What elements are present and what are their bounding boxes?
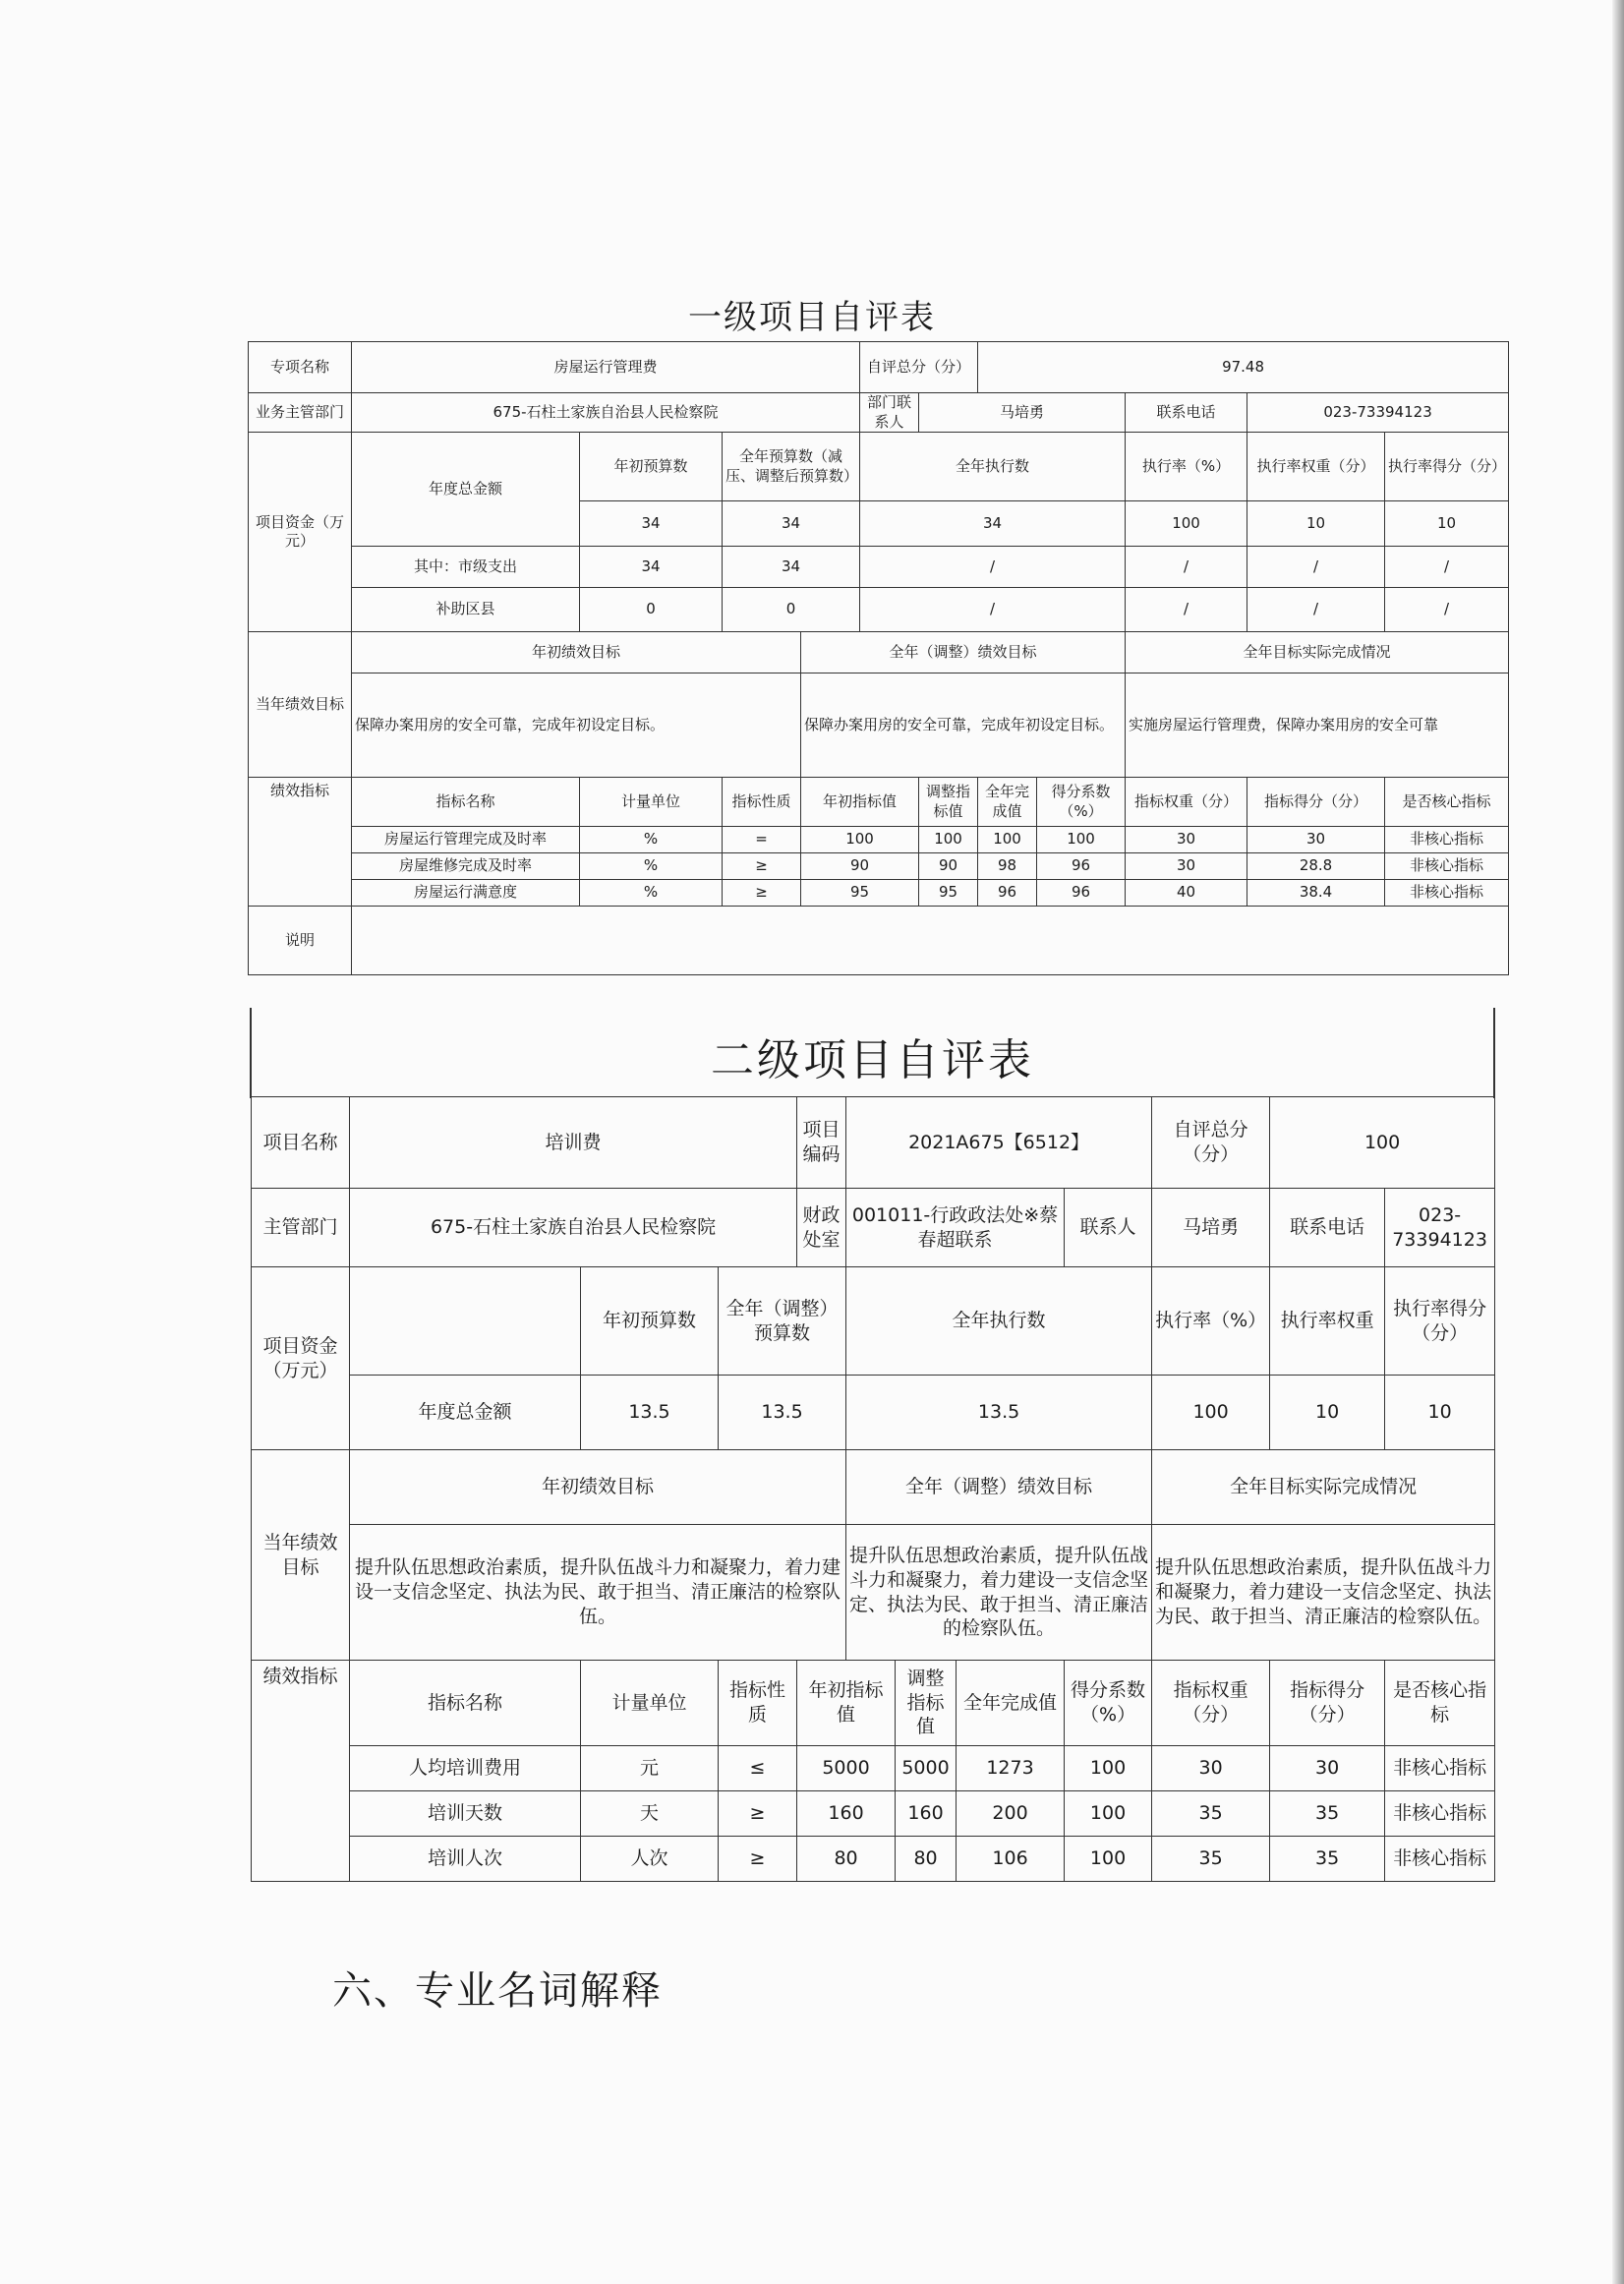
t1-indicator-cell: 30 [1126,853,1247,880]
t2-indicator-cell: 35 [1152,1791,1270,1837]
t2-indicator-header: 全年完成值 [957,1661,1065,1746]
t1-fund-value: / [1385,547,1509,588]
t2-indicator-cell: 天 [581,1791,719,1837]
t1-indicator-cell: 98 [978,853,1037,880]
t1-indicator-cell: 非核心指标 [1385,827,1509,853]
t2-indicator-cell: 培训天数 [350,1791,581,1837]
t2-label-self-score: 自评总分（分） [1152,1097,1270,1189]
t1-indicator-cell: % [580,853,723,880]
t2-label-funds: 项目资金（万元） [252,1267,350,1450]
t1-fund-header: 年初预算数 [580,433,723,501]
t2-fund-header: 执行率得分（分） [1385,1267,1495,1376]
t1-indicator-header: 指标名称 [352,778,580,827]
t1-indicator-cell: 房屋运行管理完成及时率 [352,827,580,853]
t1-label-annual-total: 年度总金额 [352,433,580,547]
t1-indicator-cell: 30 [1126,827,1247,853]
t2-label-goal: 当年绩效目标 [252,1450,350,1661]
table-row [252,1746,1495,1791]
t1-indicator-cell: ≥ [723,853,801,880]
t2-indicator-cell: 35 [1152,1837,1270,1882]
t1-indicator-header: 计量单位 [580,778,723,827]
table-row [249,880,1509,907]
t2-dept: 675-石柱土家族自治县人民检察院 [350,1189,797,1267]
t2-indicator-header: 调整指标值 [896,1661,957,1746]
t1-goal: 实施房屋运行管理费，保障办案用房的安全可靠 [1126,673,1509,778]
t1-goal: 保障办案用房的安全可靠，完成年初设定目标。 [801,673,1126,778]
t1-indicator-header: 指标性质 [723,778,801,827]
t2-indicator-cell: 人均培训费用 [350,1746,581,1791]
t1-fund-value: / [1247,588,1385,632]
t1-indicator-cell: 90 [801,853,919,880]
t1-indicator-cell: 95 [919,880,978,907]
t1-indicator-cell: 96 [1037,853,1126,880]
t1-indicator-header: 全年完成值 [978,778,1037,827]
t1-label-goal: 当年绩效目标 [249,632,352,778]
t1-indicator-cell: 非核心指标 [1385,880,1509,907]
t2-goal: 提升队伍思想政治素质，提升队伍战斗力和凝聚力，着力建设一支信念坚定、执法为民、敢于担当、清正廉洁的检察队伍。 [1152,1525,1495,1661]
t1-indicator-cell: 100 [978,827,1037,853]
t2-indicator-cell: 200 [957,1791,1065,1837]
t1-fund-value: 34 [580,547,723,588]
t2-project-name: 培训费 [350,1097,797,1189]
t1-label-city: 其中：市级支出 [352,547,580,588]
t1-indicator-header: 调整指标值 [919,778,978,827]
t1-indicator-header: 得分系数（%） [1037,778,1126,827]
t1-row-subsidy [249,588,1509,632]
t1-indicator-cell: 96 [1037,880,1126,907]
t2-indicator-cell: ≥ [719,1837,797,1882]
t2-indicator-cell: 非核心指标 [1385,1746,1495,1791]
table1-title: 一级项目自评表 [688,298,936,337]
t2-row-dept [252,1189,1495,1267]
t1-label-project-name: 专项名称 [249,342,352,393]
t1-project-name: 房屋运行管理费 [352,342,860,393]
t1-indicator-cell: 房屋运行满意度 [352,880,580,907]
t1-row-project [249,342,1509,393]
t2-indicator-header: 指标名称 [350,1661,581,1746]
t1-fund-value: 0 [723,588,860,632]
t1-fund-header: 执行率（%） [1126,433,1247,501]
t2-indicator-cell: 30 [1270,1746,1385,1791]
t1-indicator-cell: 90 [919,853,978,880]
t1-indicator-header: 是否核心指标 [1385,778,1509,827]
t2-indicator-header: 计量单位 [581,1661,719,1746]
t1-fund-header: 执行率得分（分） [1385,433,1509,501]
t2-label-dept: 主管部门 [252,1189,350,1267]
t1-goal-header: 年初绩效目标 [352,632,801,673]
t1-fund-value: / [860,547,1126,588]
t1-indicator-header: 指标得分（分） [1247,778,1385,827]
t2-goal: 提升队伍思想政治素质，提升队伍战斗力和凝聚力，着力建设一支信念坚定、执法为民、敢于担当、清正廉洁的检察队伍。 [846,1525,1152,1661]
t1-row-note [249,907,1509,975]
t2-fund-blank [350,1267,581,1376]
t2-fund-header: 年初预算数 [581,1267,719,1376]
t1-label-note: 说明 [249,907,352,975]
t1-row-dept [249,393,1509,433]
t1-row-goals [249,673,1509,778]
t2-indicator-cell: ≥ [719,1791,797,1837]
t2-indicator-cell: 35 [1270,1837,1385,1882]
t1-indicator-cell: 96 [978,880,1037,907]
t2-label-annual-total: 年度总金额 [350,1376,581,1450]
t2-goal-header: 全年（调整）绩效目标 [846,1450,1152,1525]
t2-indicator-cell: 元 [581,1746,719,1791]
t1-label-dept: 业务主管部门 [249,393,352,433]
table-row [252,1837,1495,1882]
t1-indicator-cell: % [580,880,723,907]
t1-row-city [249,547,1509,588]
t1-fund-header: 全年执行数 [860,433,1126,501]
t2-phone: 023-73394123 [1385,1189,1495,1267]
table-row [249,853,1509,880]
t2-indicator-header: 指标权重（分） [1152,1661,1270,1746]
t1-indicator-cell: 95 [801,880,919,907]
t2-project-code: 2021A675【6512】 [846,1097,1152,1189]
t2-indicator-cell: 1273 [957,1746,1065,1791]
t1-label-contact-person: 部门联系人 [860,393,919,433]
t1-phone: 023-73394123 [1247,393,1509,433]
t1-indicator-cell: 30 [1247,827,1385,853]
t1-row-fund-headers [249,433,1509,501]
t2-indicator-cell: ≤ [719,1746,797,1791]
t2-indicator-cell: 培训人次 [350,1837,581,1882]
t2-indicator-cell: 100 [1065,1837,1152,1882]
t1-fund-value: / [1385,588,1509,632]
t1-fund-value: / [1126,588,1247,632]
t1-indicator-cell: 房屋维修完成及时率 [352,853,580,880]
t2-indicator-cell: 5000 [896,1746,957,1791]
t2-row-project [252,1097,1495,1189]
t1-fund-value: / [1126,547,1247,588]
t2-indicator-cell: 106 [957,1837,1065,1882]
t2-row-fund-headers [252,1267,1495,1376]
t2-label-contact: 联系人 [1065,1189,1152,1267]
t2-contact: 马培勇 [1152,1189,1270,1267]
t2-indicator-cell: 30 [1152,1746,1270,1791]
t1-goal-header: 全年（调整）绩效目标 [801,632,1126,673]
t2-indicator-cell: 100 [1065,1791,1152,1837]
t1-indicator-cell: = [723,827,801,853]
t2-indicator-cell: 80 [896,1837,957,1882]
t1-indicator-cell: 100 [801,827,919,853]
t1-dept: 675-石柱土家族自治县人民检察院 [352,393,860,433]
t1-label-phone: 联系电话 [1126,393,1247,433]
t1-fund-value: 10 [1247,501,1385,547]
table-row [249,827,1509,853]
t2-indicator-cell: 80 [797,1837,896,1882]
t2-indicator-cell: 160 [896,1791,957,1837]
t2-label-project-name: 项目名称 [252,1097,350,1189]
t1-note [352,907,1509,975]
t2-fund-value: 13.5 [581,1376,719,1450]
t2-fund-header: 执行率权重 [1270,1267,1385,1376]
table1 [248,341,1509,975]
t2-self-score: 100 [1270,1097,1495,1189]
t1-indicator-cell: 40 [1126,880,1247,907]
t2-fund-value: 100 [1152,1376,1270,1450]
t2-indicator-cell: 5000 [797,1746,896,1791]
t2-indicator-header: 得分系数（%） [1065,1661,1152,1746]
t2-indicator-cell: 人次 [581,1837,719,1882]
t2-goal-header: 全年目标实际完成情况 [1152,1450,1495,1525]
t1-indicator-cell: 非核心指标 [1385,853,1509,880]
t1-fund-value: 100 [1126,501,1247,547]
t1-indicator-cell: % [580,827,723,853]
table2 [251,1096,1495,1882]
t2-finance: 001011-行政政法处※蔡春超联系 [846,1189,1065,1267]
t1-indicator-header: 指标权重（分） [1126,778,1247,827]
table-row [252,1791,1495,1837]
t2-indicator-header: 是否核心指标 [1385,1661,1495,1746]
t1-row-indicator-headers [249,778,1509,827]
t2-label-project-code: 项目编码 [797,1097,846,1189]
t2-fund-header: 全年执行数 [846,1267,1152,1376]
t2-label-indicators: 绩效指标 [252,1661,350,1882]
t1-fund-value: 10 [1385,501,1509,547]
t2-goal: 提升队伍思想政治素质，提升队伍战斗力和凝聚力，着力建设一支信念坚定、执法为民、敢于担当、清正廉洁的检察队伍。 [350,1525,846,1661]
section-heading: 六、专业名词解释 [332,1968,663,2014]
t1-self-score: 97.48 [978,342,1509,393]
t2-indicator-cell: 100 [1065,1746,1152,1791]
t2-indicator-cell: 非核心指标 [1385,1791,1495,1837]
t1-label-indicators: 绩效指标 [249,778,352,907]
t2-row-indicator-headers [252,1661,1495,1746]
t1-fund-value: 34 [860,501,1126,547]
t2-row-goal-headers [252,1450,1495,1525]
t2-row-goals [252,1525,1495,1661]
scan-edge [1612,0,1624,2284]
t1-indicator-cell: 100 [1037,827,1126,853]
t2-row-annual-total [252,1376,1495,1450]
t2-label-phone: 联系电话 [1270,1189,1385,1267]
t1-goal: 保障办案用房的安全可靠，完成年初设定目标。 [352,673,801,778]
t2-indicator-header: 年初指标值 [797,1661,896,1746]
t1-fund-value: / [860,588,1126,632]
t1-contact-person: 马培勇 [919,393,1126,433]
t2-indicator-cell: 160 [797,1791,896,1837]
t1-label-self-score: 自评总分（分） [860,342,978,393]
t1-indicator-cell: 38.4 [1247,880,1385,907]
t2-fund-value: 13.5 [846,1376,1152,1450]
t2-fund-value: 10 [1385,1376,1495,1450]
t2-fund-value: 10 [1270,1376,1385,1450]
t2-indicator-cell: 非核心指标 [1385,1837,1495,1882]
t1-fund-value: 34 [580,501,723,547]
t1-goal-header: 全年目标实际完成情况 [1126,632,1509,673]
t1-fund-value: / [1247,547,1385,588]
t1-row-goal-headers [249,632,1509,673]
t1-fund-value: 34 [723,501,860,547]
t1-indicator-header: 年初指标值 [801,778,919,827]
t1-indicator-cell: 100 [919,827,978,853]
table2-title: 二级项目自评表 [711,1035,1034,1085]
t2-fund-header: 全年（调整）预算数 [719,1267,846,1376]
t1-indicator-cell: 28.8 [1247,853,1385,880]
t2-fund-value: 13.5 [719,1376,846,1450]
t1-fund-value: 0 [580,588,723,632]
t1-label-funds: 项目资金（万元） [249,433,352,632]
t2-indicator-cell: 35 [1270,1791,1385,1837]
t1-label-subsidy: 补助区县 [352,588,580,632]
t1-fund-value: 34 [723,547,860,588]
t1-fund-header: 全年预算数（减压、调整后预算数） [723,433,860,501]
t2-goal-header: 年初绩效目标 [350,1450,846,1525]
t1-fund-header: 执行率权重（分） [1247,433,1385,501]
t2-label-finance: 财政处室 [797,1189,846,1267]
t2-fund-header: 执行率（%） [1152,1267,1270,1376]
t2-indicator-header: 指标性质 [719,1661,797,1746]
t1-indicator-cell: ≥ [723,880,801,907]
t2-indicator-header: 指标得分（分） [1270,1661,1385,1746]
